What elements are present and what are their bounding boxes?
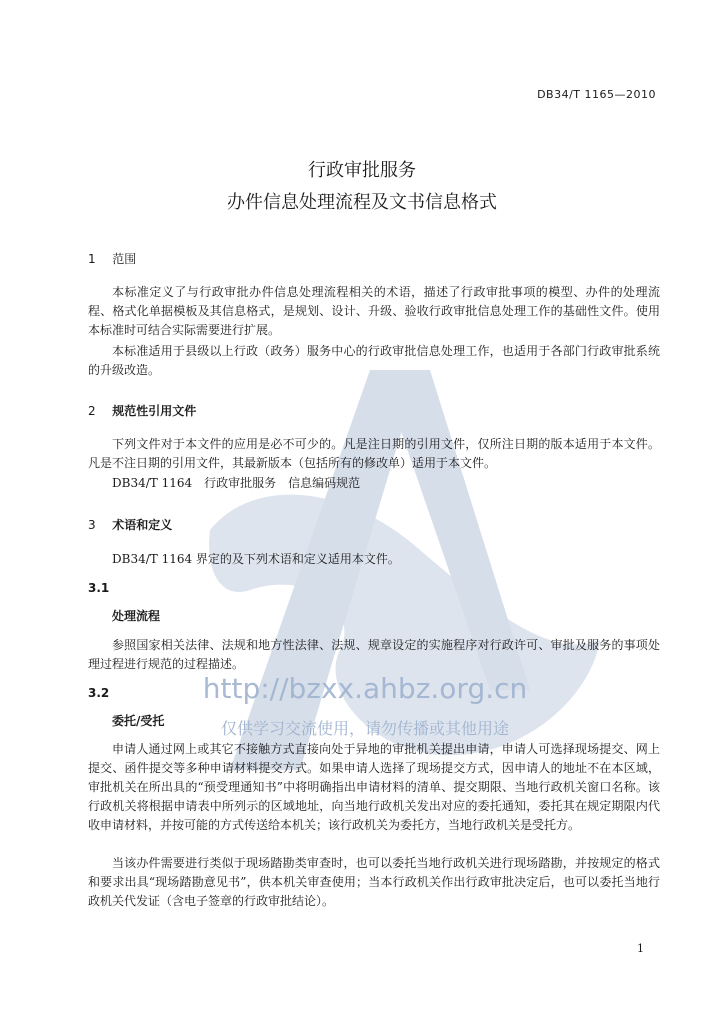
section-3-heading — [88, 516, 172, 533]
normative-reference: DB34/T 1164 行政审批服务 信息编码规范 — [112, 476, 361, 490]
watermark-url: http://bzxx.ahbz.org.cn — [202, 672, 528, 705]
term-3-2-definition-1: 申请人通过网上或其它不接触方式直接向处于异地的审批机关提出申请，申请人可选择现场提交、网上提交、函件提交等多种申请材料提交方式。如果申请人选择了现场提交方式，因申请人的地址不在本区域，审批机关在所出具的“预受理通知书”中将明确指出申请材料的清单、提交期限、当地行政机关窗口名称。该行政机关将根据申请表中所列示的区域地址，向当地行政机关发出对应的委托通知，委托其在规定期限内代收申请材料，并按可能的方式传送给本机关；该行政机关为委托方，当地行政机关是受托方。 — [88, 742, 660, 832]
term-3-1-definition: 参照国家相关法律、法规和地方性法律、法规、规章设定的实施程序对行政许可、审批及服务的事项处理过程进行规范的过程描述。 — [88, 638, 660, 671]
page-number: 1 — [637, 942, 644, 955]
section-3-paragraph: DB34/T 1164 界定的及下列术语和定义适用本文件。 — [112, 552, 400, 566]
section-number: 1 — [88, 252, 96, 266]
clause-3-2-number — [88, 686, 109, 700]
section-number: 3 — [88, 518, 96, 532]
term-entrust: 委托/受托 — [112, 714, 165, 728]
document-title: 行政审批服务 — [308, 160, 416, 181]
watermark-notice: 仅供学习交流使用，请勿传播或其他用途 — [220, 719, 509, 738]
section-2-heading — [88, 402, 196, 419]
section-title: 规范性引用文件 — [112, 404, 197, 418]
clause-number: 3.1 — [88, 581, 110, 595]
clause-number: 3.2 — [88, 686, 110, 700]
section-number: 2 — [88, 404, 96, 418]
standard-code: DB34/T 1165—2010 — [537, 88, 656, 101]
section-1-paragraph-1: 本标准定义了与行政审批办件信息处理流程相关的术语，描述了行政审批事项的模型、办件的处理流程、格式化单据模板及其信息格式，是规划、设计、升级、验收行政审批信息处理工作的基础性文件。使用本标准时可结合实际需要进行扩展。 — [88, 285, 660, 337]
section-1-paragraph-2: 本标准适用于县级以上行政（政务）服务中心的行政审批信息处理工作，也适用于各部门行政审批系统的升级改造。 — [88, 344, 660, 377]
document-subtitle: 办件信息处理流程及文书信息格式 — [227, 192, 497, 213]
term-processing-flow: 处理流程 — [112, 609, 161, 623]
clause-3-1-number — [88, 581, 109, 595]
section-title: 范围 — [112, 252, 137, 266]
section-2-paragraph: 下列文件对于本文件的应用是必不可少的。凡是注日期的引用文件，仅所注日期的版本适用于本文件。凡是不注日期的引用文件，其最新版本（包括所有的修改单）适用于本文件。 — [88, 437, 660, 470]
section-1-heading — [88, 250, 136, 267]
section-title: 术语和定义 — [112, 518, 173, 532]
term-3-2-definition-2: 当该办件需要进行类似于现场踏勘类审查时，也可以委托当地行政机关进行现场踏勘，并按规定的格式和要求出具“现场踏勘意见书”，供本机关审查使用；当本行政机关作出行政审批决定后，也可以委托当地行政机关代发证（含电子签章的行政审批结论）。 — [88, 856, 660, 908]
